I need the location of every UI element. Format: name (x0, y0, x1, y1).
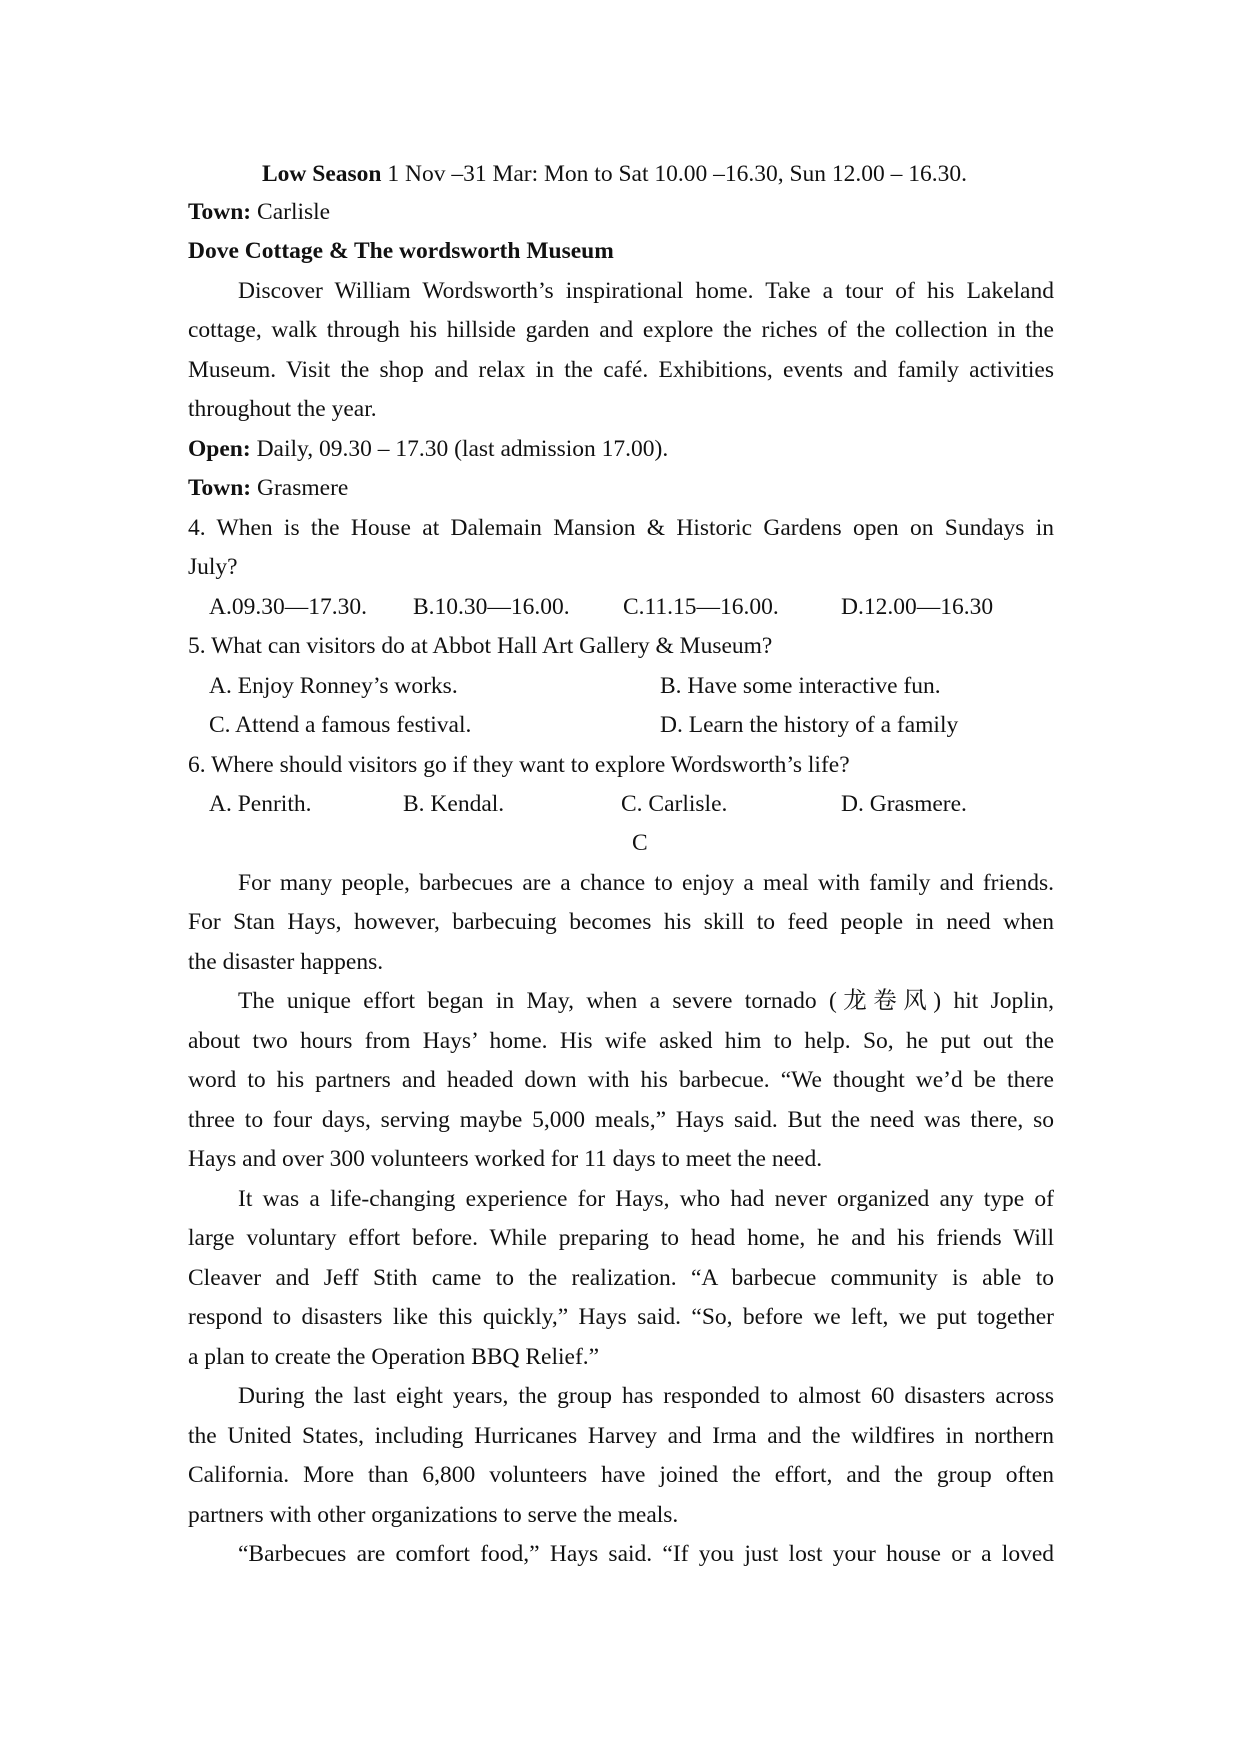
passage-line: three to four days, serving maybe 5,000 meals,” Hays said. But the need was there, so (188, 1107, 1054, 1133)
q4-option-a: A.09.30—17.30. (209, 594, 367, 620)
q5-option-c: C. Attend a famous festival. (209, 712, 472, 738)
dove-line: Discover William Wordsworth’s inspirational home. Take a tour of his Lakeland (238, 278, 1054, 304)
section-heading-c: C (632, 830, 648, 856)
question-4-continued: July? (188, 554, 238, 580)
q4-option-b: B.10.30—16.00. (413, 594, 570, 620)
passage-line: partners with other organizations to serve the meals. (188, 1502, 679, 1528)
passage-line: large voluntary effort before. While preparing to head home, he and his friends Will (188, 1225, 1054, 1251)
low-season-label: Low Season (262, 161, 382, 187)
town-label: Town: (188, 199, 252, 225)
q6-option-c: C. Carlisle. (621, 791, 728, 817)
town-line-grasmere (188, 477, 348, 501)
passage-line: It was a life-changing experience for Hays, who had never organized any type of (238, 1186, 1054, 1212)
passage-line: a plan to create the Operation BBQ Relief.” (188, 1344, 600, 1370)
passage-line: the United States, including Hurricanes Harvey and Irma and the wildfires in northern (188, 1423, 1054, 1449)
question-5: 5. What can visitors do at Abbot Hall Art Gallery & Museum? (188, 633, 773, 659)
question-6: 6. Where should visitors go if they want to explore Wordsworth’s life? (188, 752, 850, 778)
town-value: Carlisle (251, 199, 331, 225)
question-4: 4. When is the House at Dalemain Mansion & Historic Gardens open on Sundays in (188, 515, 1054, 541)
open-label: Open: (188, 436, 251, 462)
dove-line: cottage, walk through his hillside garden and explore the riches of the collection in the (188, 317, 1054, 343)
passage-line: Cleaver and Jeff Stith came to the realization. “A barbecue community is able to (188, 1265, 1054, 1291)
q6-option-b: B. Kendal. (403, 791, 505, 817)
q5-option-d: D. Learn the history of a family (660, 712, 959, 738)
low-season-hours: 1 Nov –31 Mar: Mon to Sat 10.00 –16.30, Sun 12.00 – 16.30. (381, 161, 968, 187)
passage-line: “Barbecues are comfort food,” Hays said. “If you just lost your house or a loved (238, 1541, 1054, 1567)
passage-line: California. More than 6,800 volunteers have joined the effort, and the group often (188, 1462, 1054, 1488)
dove-line: Museum. Visit the shop and relax in the café. Exhibitions, events and family activities (188, 357, 1054, 383)
town-line-carlisle (188, 201, 330, 225)
q6-option-d: D. Grasmere. (841, 791, 967, 817)
open-hours-line (188, 438, 668, 462)
passage-line: The unique effort began in May, when a severe tornado (龙卷风) hit Joplin, (238, 988, 1054, 1014)
passage-line: During the last eight years, the group has responded to almost 60 disasters across (238, 1383, 1054, 1409)
q4-option-d: D.12.00—16.30 (841, 594, 994, 620)
q4-option-c: C.11.15—16.00. (623, 594, 779, 620)
passage-line: Hays and over 300 volunteers worked for 11 days to meet the need. (188, 1146, 823, 1172)
q6-option-a: A. Penrith. (209, 791, 312, 817)
passage-line: word to his partners and headed down with his barbecue. “We thought we’d be there (188, 1067, 1054, 1093)
passage-line: For Stan Hays, however, barbecuing becomes his skill to feed people in need when (188, 909, 1054, 935)
town-value: Grasmere (251, 475, 349, 501)
dove-cottage-title (188, 240, 614, 264)
passage-line: respond to disasters like this quickly,” Hays said. “So, before we left, we put together (188, 1304, 1054, 1330)
dove-line: throughout the year. (188, 396, 377, 422)
q5-option-b: B. Have some interactive fun. (660, 673, 941, 699)
open-value: Daily, 09.30 – 17.30 (last admission 17.00). (250, 436, 669, 462)
town-label: Town: (188, 475, 252, 501)
low-season-line (262, 163, 967, 187)
dove-cottage-title-text: Dove Cottage & The wordsworth Museum (188, 238, 614, 264)
q5-option-a: A. Enjoy Ronney’s works. (209, 673, 458, 699)
passage-line: For many people, barbecues are a chance to enjoy a meal with family and friends. (238, 870, 1054, 896)
passage-line: about two hours from Hays’ home. His wife asked him to help. So, he put out the (188, 1028, 1054, 1054)
passage-line: the disaster happens. (188, 949, 384, 975)
